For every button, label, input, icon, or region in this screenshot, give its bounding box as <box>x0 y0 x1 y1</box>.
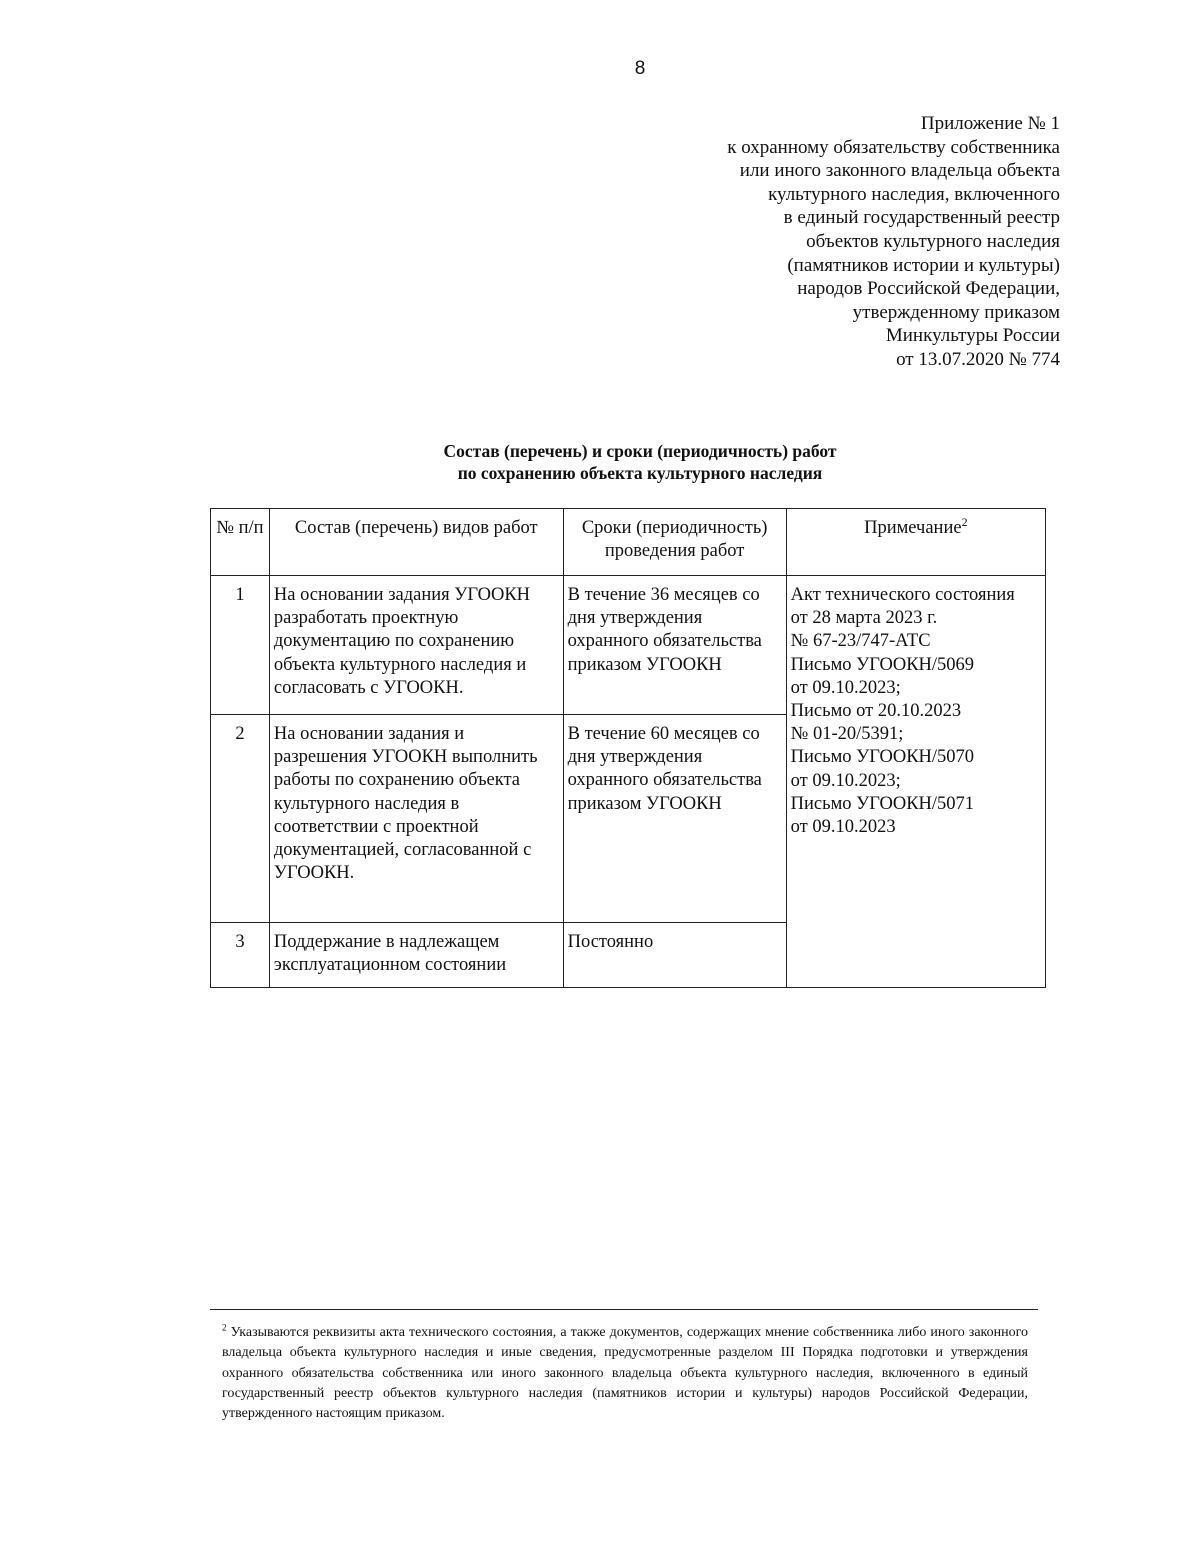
row-note <box>786 576 1045 988</box>
appendix-line: Приложение № 1 <box>920 113 1060 134</box>
appendix-line: объектов культурного наследия <box>806 230 1060 252</box>
note-line: от 09.10.2023 <box>790 817 896 838</box>
note-line: Письмо УГООКН/5069 <box>790 654 975 675</box>
footnote-marker: 2 <box>222 1322 227 1333</box>
works-table <box>210 508 1046 988</box>
appendix-line: народов Российской Федерации, <box>797 278 1060 300</box>
row-number: 1 <box>211 576 270 715</box>
appendix-line: (памятников истории и культуры) <box>787 254 1060 276</box>
appendix-line: Минкультуры России <box>885 325 1060 347</box>
note-line: от 09.10.2023; <box>790 770 901 791</box>
row-work: На основании задания и разрешения УГООКН выполнить работы по сохранению объекта культурного наследия в соответствии с проектной документацией, согласованной с УГООКН. <box>269 715 563 923</box>
note-line: от 09.10.2023; <box>790 677 901 698</box>
table-header-row <box>211 509 1046 576</box>
row-term: Постоянно <box>563 923 786 988</box>
note-line: № 67-23/747-АТС <box>790 631 931 652</box>
header-work-list: Состав (перечень) видов работ <box>269 509 563 576</box>
appendix-line: утвержденному приказом <box>852 301 1060 323</box>
note-line: Письмо УГООКН/5071 <box>790 793 975 814</box>
row-number: 3 <box>211 923 270 988</box>
row-term: В течение 60 месяцев со дня утверждения охранного обязательства приказом УГООКН <box>563 715 786 923</box>
footnote <box>222 1323 1028 1424</box>
row-term: В течение 36 месяцев со дня утверждения охранного обязательства приказом УГООКН <box>563 576 786 715</box>
appendix-block <box>640 112 1060 372</box>
row-number: 2 <box>211 715 270 923</box>
row-work: Поддержание в надлежащем эксплуатационном состоянии <box>269 923 563 988</box>
note-line: Письмо УГООКН/5070 <box>790 747 975 768</box>
header-number: № п/п <box>211 509 270 576</box>
table-row <box>211 576 1046 715</box>
note-line: № 01-20/5391; <box>790 724 904 745</box>
title-line-1: Состав (перечень) и сроки (периодичность) работ <box>443 441 837 461</box>
appendix-line: от 13.07.2020 № 774 <box>896 348 1060 370</box>
note-line: Письмо от 20.10.2023 <box>790 701 962 722</box>
appendix-line: к охранному обязательству собственника <box>727 136 1060 158</box>
row-work: На основании задания УГООКН разработать проектную документацию по сохранению объекта культурного наследия и согласовать с УГООКН. <box>269 576 563 715</box>
title-line-2: по сохранению объекта культурного наследия <box>457 463 823 483</box>
appendix-line: или иного законного владельца объекта <box>739 160 1060 182</box>
document-title <box>0 440 1200 484</box>
note-line: от 28 марта 2023 г. <box>790 608 938 629</box>
footnote-text: Указываются реквизиты акта технического состояния, а также документов, содержащих мнение собственника либо иного законного владельца объекта культурного наследия и иные сведения, предусмотренные разделом III Порядка подготовки и утверждения охранного обязательства собственника или иного законного владельца объекта культурного наследия, включенного в единый государственный реестр объектов культурного наследия (памятников истории и культуры) народов Российской Федерации, утвержденного настоящим приказом. <box>222 1325 1028 1422</box>
appendix-line: культурного наследия, включенного <box>768 183 1060 205</box>
footnote-divider <box>210 1309 1038 1310</box>
header-note <box>786 509 1045 576</box>
header-terms: Сроки (периодичность) проведения работ <box>563 509 786 576</box>
note-line: Акт технического состояния <box>790 585 1015 605</box>
footnote-ref: 2 <box>961 514 968 529</box>
header-note-label: Примечание <box>864 518 962 538</box>
page-number: 8 <box>634 58 646 79</box>
appendix-line: в единый государственный реестр <box>783 207 1060 229</box>
